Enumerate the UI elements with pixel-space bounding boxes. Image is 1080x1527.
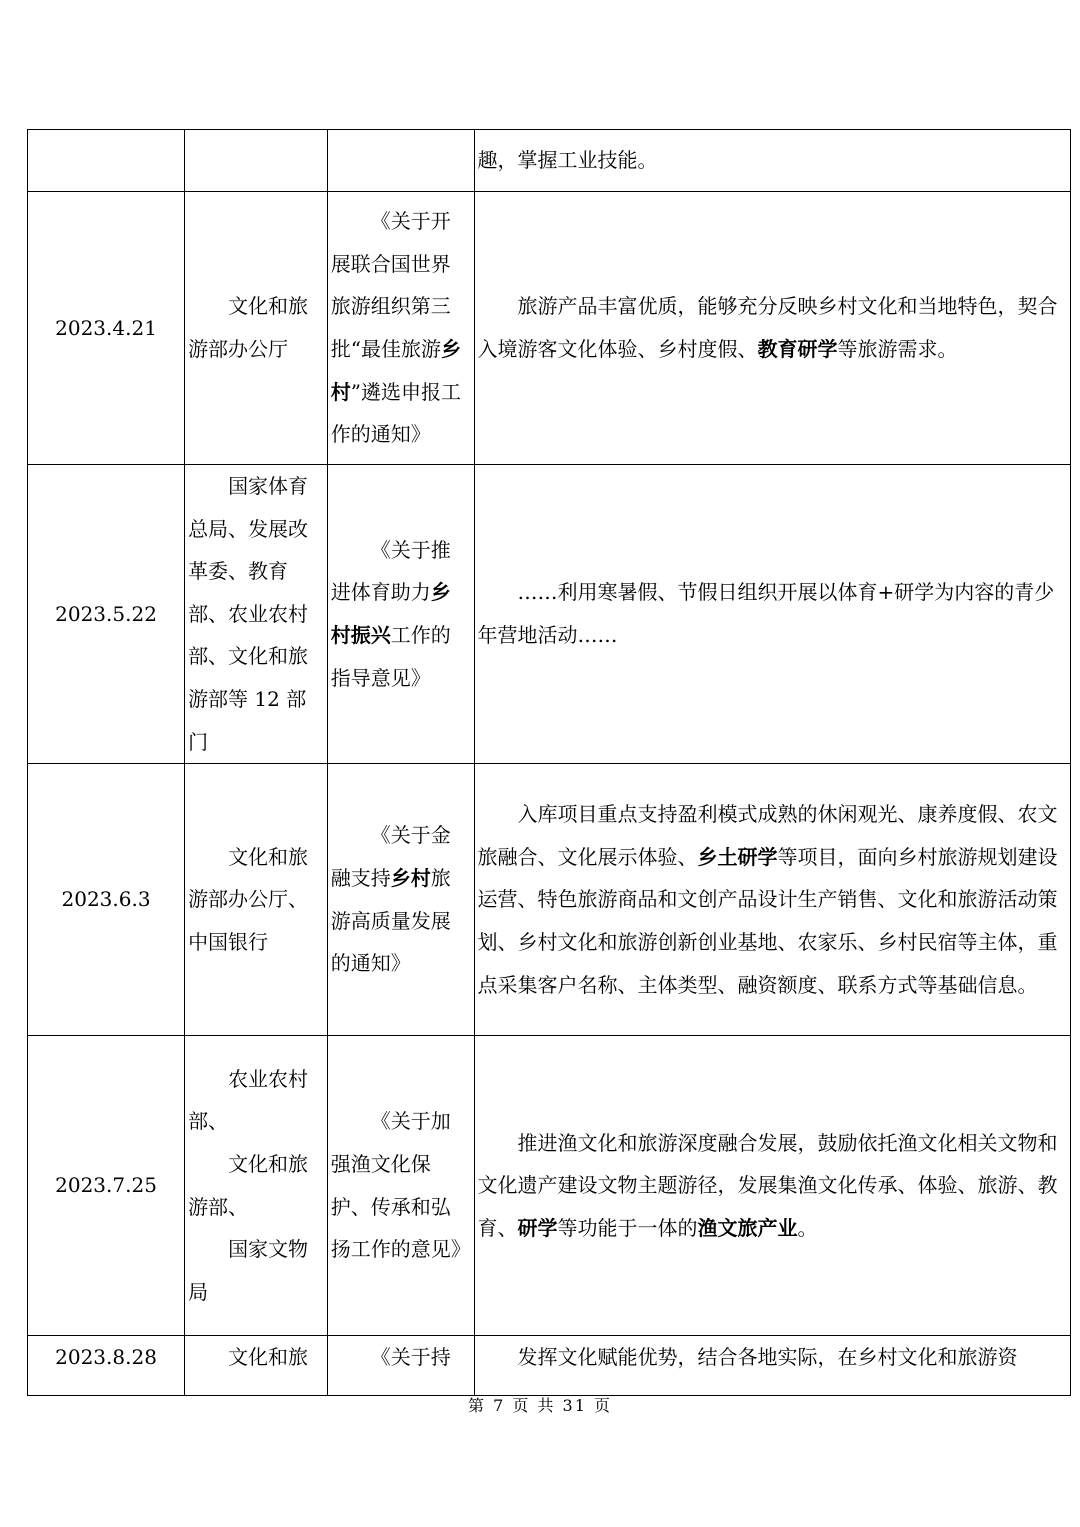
- document-title: [331, 529, 471, 699]
- document-cell: [327, 1036, 474, 1336]
- highlight-keyword: 乡村: [390, 866, 431, 891]
- document-cell: [327, 130, 474, 192]
- department-name: 文化和旅游部办公厅、中国银行: [188, 844, 309, 954]
- department-name: 国家体育总局、发展改革委、教育部、农业农村部、文化和旅游部等 12 部门: [188, 474, 309, 754]
- policy-content: [478, 571, 1067, 656]
- text-run: 等功能于一体的: [557, 1215, 698, 1240]
- document-title: [331, 1100, 471, 1270]
- table-row: [28, 764, 1071, 1036]
- department-cell: [185, 1036, 328, 1336]
- text-run: 等项目，面向乡村旅游规划建设运营、特色旅游商品和文创产品设计生产销售、文化和旅游活动策划、乡村文化和旅游创新创业基地、农家乐、乡村民宿等主体，重点采集客户名称、主体类型、融资额度、联系方式等基础信息。: [477, 844, 1058, 997]
- department-name: 农业农村部、: [188, 1066, 309, 1134]
- table-row: [28, 465, 1071, 764]
- policy-content: [478, 793, 1067, 1006]
- content-cell: [474, 465, 1070, 764]
- policy-content: [478, 1336, 1067, 1379]
- policy-table: [27, 129, 1071, 1396]
- text-run: 趣，掌握工业技能。: [477, 148, 658, 173]
- page-footer: 第 7 页 共 31 页: [468, 1396, 612, 1415]
- document-cell: [327, 465, 474, 764]
- content-cell: [474, 130, 1070, 192]
- content-cell: [474, 192, 1070, 465]
- content-cell: [474, 1336, 1070, 1396]
- department-name: 文化和旅: [228, 1345, 309, 1370]
- table-row: [28, 1336, 1071, 1396]
- content-cell: [474, 764, 1070, 1036]
- document-title: [331, 814, 471, 984]
- date-cell: 2023.8.28: [28, 1336, 185, 1396]
- policy-content: [478, 139, 1067, 182]
- date-cell: 2023.6.3: [28, 764, 185, 1036]
- content-cell: [474, 1036, 1070, 1336]
- department-cell: [185, 1336, 328, 1396]
- document-cell: [327, 764, 474, 1036]
- text-run: 《关于加强渔文化保护、传承和弘扬工作的意见》: [330, 1109, 471, 1262]
- department-cell: [185, 192, 328, 465]
- department-cell: [185, 130, 328, 192]
- text-run: 推进渔文化和旅游深度融合发展，鼓励依托渔文化相关文物和文化遗产建设文物主题游径，发展集渔文化传承、体验、旅游、教育、: [477, 1130, 1058, 1240]
- document-title: [331, 1336, 471, 1379]
- highlight-keyword: 研学: [517, 1215, 558, 1240]
- text-run: 《关于推进体育助力: [330, 537, 451, 605]
- text-run: 。: [797, 1215, 818, 1240]
- department-name: 国家文物局: [188, 1237, 309, 1304]
- text-run: 入库项目重点支持盈利模式成熟的休闲观光、康养度假、农文旅融合、文化展示体验、: [477, 802, 1058, 869]
- highlight-keyword: 教育研学: [757, 337, 838, 361]
- text-run: 《关于金融支持: [330, 823, 451, 891]
- highlight-keyword: 乡村: [330, 337, 461, 404]
- document-cell: [327, 192, 474, 465]
- text-run: 《关于开展联合国世界旅游组织第三批“最佳旅游: [330, 209, 451, 361]
- highlight-keyword: 乡土研学: [697, 844, 778, 869]
- document-cell: [327, 1336, 474, 1396]
- text-run: 《关于持: [370, 1345, 451, 1370]
- department-cell: [185, 465, 328, 764]
- policy-table-body: [28, 130, 1071, 1396]
- department-cell: [185, 764, 328, 1036]
- date-cell: 2023.7.25: [28, 1036, 185, 1336]
- text-run: 旅游高质量发展的通知》: [330, 866, 451, 976]
- table-row: [28, 192, 1071, 465]
- highlight-keyword: 渔文旅产业: [697, 1215, 798, 1240]
- text-run: ……利用寒暑假、节假日组织开展以体育+研学为内容的青少年营地活动……: [477, 580, 1055, 648]
- text-run: 发挥文化赋能优势，结合各地实际，在乡村文化和旅游资: [517, 1345, 1018, 1370]
- document-title: [331, 200, 471, 456]
- table-row: [28, 130, 1071, 192]
- department-name: 文化和旅游部办公厅: [188, 294, 309, 361]
- date-cell: 2023.5.22: [28, 465, 185, 764]
- text-run: 旅游产品丰富优质，能够充分反映乡村文化和当地特色，契合入境游客文化体验、乡村度假、: [477, 294, 1058, 361]
- date-cell: [28, 130, 185, 192]
- policy-content: [478, 285, 1067, 370]
- text-run: 等旅游需求。: [837, 337, 958, 361]
- date-cell: 2023.4.21: [28, 192, 185, 465]
- text-run: ”遴选申报工作的通知》: [330, 379, 461, 447]
- table-row: [28, 1036, 1071, 1336]
- policy-content: [478, 1122, 1067, 1250]
- text-run: 工作的指导意见》: [330, 623, 451, 690]
- highlight-keyword: 乡村振兴: [330, 580, 451, 648]
- department-name: 文化和旅游部、: [188, 1152, 309, 1219]
